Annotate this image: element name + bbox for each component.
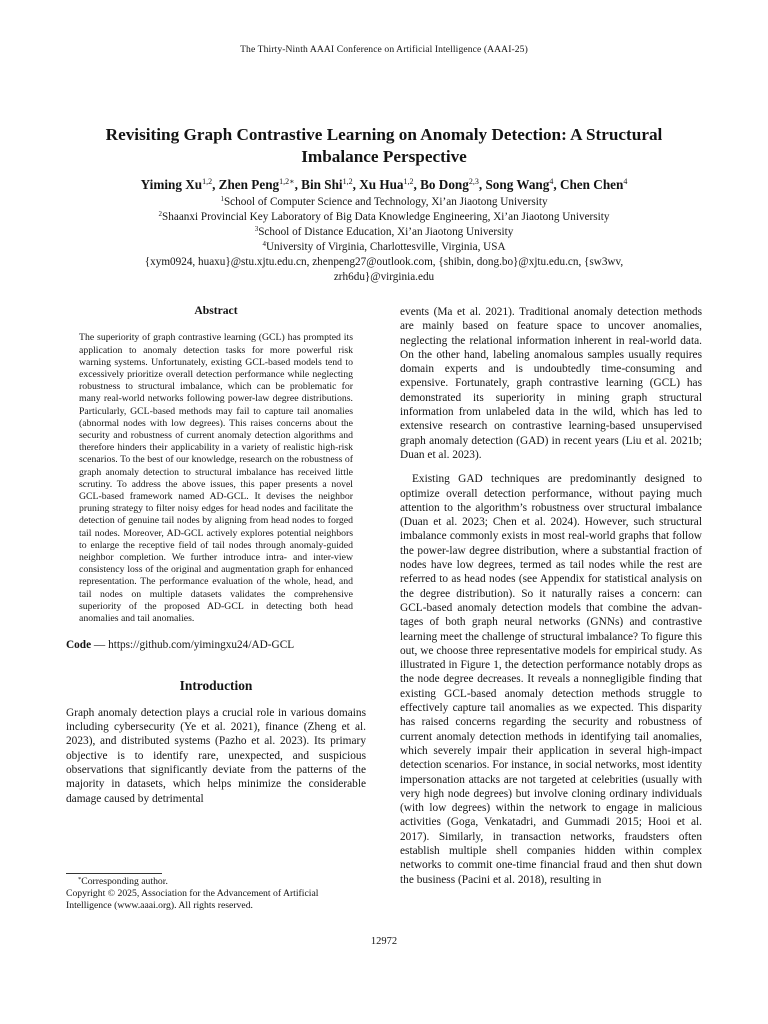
author: Yiming Xu$^{1,2}$, [140,177,219,192]
email-line-2: zrh6du}@virginia.edu [333,270,435,283]
introduction-heading: Introduction [179,678,253,694]
page-number: 12972 [370,936,398,947]
author: Xu Hua$^{1,2}$, [359,177,421,192]
title-line-2: Imbalance Perspective [301,146,467,166]
footnotes [66,876,366,913]
introduction-paragraph: Graph anomaly detection plays a crucial role in various domains including cybersecurity (Ye et al. 2021), finance (Zheng et al. 2023), and distributed systems (Pazho et al. 2023). Its primary objective is to identify rare, unexpected, and suspicious observations that significantly deviate from the patterns of the majority in datasets, which helps minimize the considerable damage caused by detrimental [66,706,366,805]
code-link-line: Code — https://github.com/yimingxu24/AD-GCL [66,639,295,652]
conference-header: The Thirty-Ninth AAAI Conference on Artificial Intelligence (AAAI-25) [240,44,528,55]
code-label: Code [66,639,92,652]
affiliations [40,195,728,284]
title-line-1: Revisiting Graph Contrastive Learning on Anomaly Detection: A Structural [105,125,663,144]
body-paragraph: events (Ma et al. 2021). Traditional anomaly detection methods are mainly based on feature space to uncover anomalies, neglecting the relational information inherent in real-world data. On the other hand, labeling anomalous samples usually requires domain experts and is undoubtedly time-consuming and expensive. Fortunately, graph contrastive learning (GCL) has demonstrated its superiority in mining graph structural information from unlabeled data in the wild, which has led to extensive research on contrastive learning-based unsupervised graph anomaly detection (GAD) in recent years (Liu et al. 2021b; Duan et al. 2023). [400,306,702,461]
right-column [400,305,702,887]
author: Song Wang$^4$, [485,177,560,192]
footnote-divider [66,873,162,874]
paper-title [66,124,702,167]
body-paragraph: Existing GAD techniques are predominantly designed to optimize overall detection performance, without paying much attention to the algorithm’s robustness over structural imbalance (Duan et al. 2023; Chen et al. 2024). However, such structural imbalance commonly exists in most real-world graphs that follow the power-law degree distribution, where a substantial fraction of nodes have low degrees, termed as tail nodes while the rest are referred to as head nodes (see Appendix for statistical analysis on the degree distribution). So it naturally raises a concern: can GCL-based anomaly detection models that combine the advantages of both graph neural networks (GNNs) and contrastive learning meet the challenge of structural imbalance? To figure this out, we choose three representative models for empirical study. As illustrated in Figure 1, the detection performance notably drops as the node degree decreases. It reveals a nonnegligible finding that existing GCL-based anomaly detection methods struggle to effectively capture tail anomalies as we expected. This disparity has raised concerns regarding the security and robustness of current anomaly detection methods in identifying tail anomalies, which severely impair their application in several high-impact detection scenarios. For instance, in social networks, most identity impersonation attacks are not targeted at celebrities (usually with very high node degrees) but involve cloning ordinary individuals (with low degrees) within the network to engage in malicious activities (Goga, Venkatadri, and Gummadi 2015; Hooi et al. 2017). Similarly, in transaction networks, fraudsters often establish multiple shell companies hidden within complex networks to commit one-time financial fraud and then shut down the business (Pacini et al. 2018), resulting in [400,473,702,886]
author: Zhen Peng$^{1,2∗}$, [218,177,302,192]
abstract-heading: Abstract [194,304,238,317]
left-column [66,304,366,806]
affiliation: $^2$Shaanxi Provincial Key Laboratory of Big Data Knowledge Engineering, Xi’an Jiaotong University [158,209,610,223]
copyright-note: Copyright © 2025, Association for the Advancement of Artificial Intelligence (www.aaai.org). All rights reserved. [66,888,319,912]
author: Bin Shi$^{1,2}$, [301,177,360,192]
author-emails [40,255,728,285]
corresponding-author-note: *Corresponding author. [78,876,168,887]
affiliation: $^3$School of Distance Education, Xi’an Jiaotong University [254,224,514,238]
author: Bo Dong$^{2,3}$, [420,177,486,192]
affiliation: $^4$University of Virginia, Charlottesville, Virginia, USA [262,239,506,253]
abstract-text: The superiority of graph contrastive learning (GCL) has prompted its application to anomaly detection tasks for more powerful risk warning systems. Unfortunately, existing GCL-based models tend to excessively prioritize overall detection performance while neglecting robustness to structural imbalance, which can be problematic for many real-world networks following power-law degree distributions. Particularly, GCL-based methods may fail to capture tail anomalies (abnormal nodes with low degrees). This raises concerns about the security and robustness of current anomaly detection algorithms and therefore hinders their applicability in a variety of realistic high-risk scenarios. To the best of our knowledge, research on the robustness of graph anomaly detection to structural imbalance has received little scrutiny. To address the above issues, this paper presents a novel GCL-based framework named AD-GCL. It devises the neighbor pruning strategy to filter noisy edges for head nodes and facilitate the detection of genuine tail nodes by aligning from head nodes to forged tail nodes. Moreover, AD-GCL actively explores potential neighbors to enlarge the receptive field of tail nodes through anomaly-guided neighbor completion. We further introduce intra- and inter-view consistency loss of the original and augmentation graph for enhanced representation. The performance evaluation of the whole, head, and tail nodes on multiple datasets validates the comprehensive superiority of the proposed AD-GCL in detecting both head anomalies and tail anomalies. [79,332,353,624]
author-list [40,176,728,193]
email-line-1: {xym0924, huaxu}@stu.xjtu.edu.cn, zhenpeng27@outlook.com, {shibin, dong.bo}@xjtu.edu.cn, {sw3wv, [144,255,624,268]
code-url-link[interactable]: https://github.com/yimingxu24/AD-GCL [108,639,295,652]
affiliation: $^1$School of Computer Science and Technology, Xi’an Jiaotong University [220,195,548,208]
author: Chen Chen$^4$ [559,177,628,192]
